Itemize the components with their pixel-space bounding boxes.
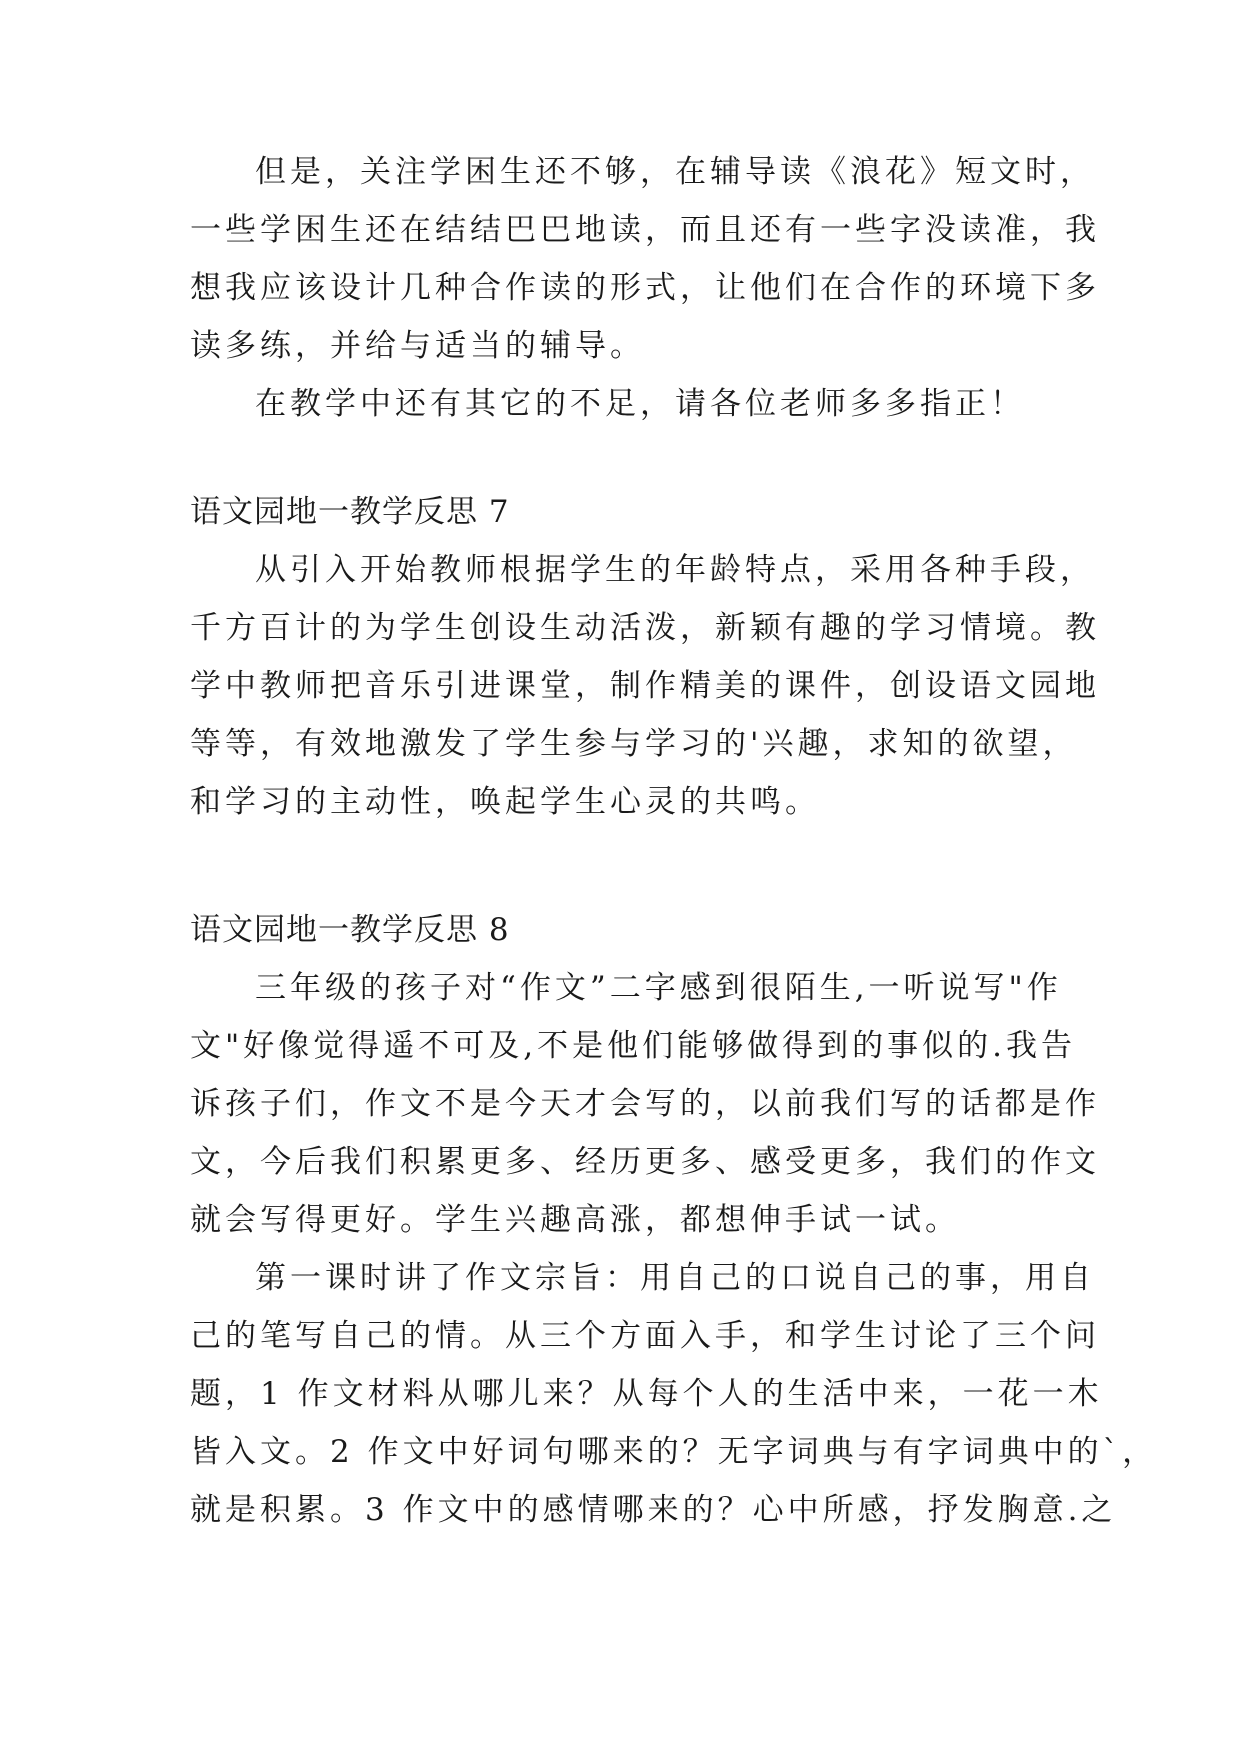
paragraph-line: 千方百计的为学生创设生动活泼，新颖有趣的学习情境。教 xyxy=(190,610,1100,646)
paragraph-line: 文"好像觉得遥不可及,不是他们能够做得到的事似的.我告 xyxy=(190,1028,1076,1064)
paragraph-line: 文，今后我们积累更多、经历更多、感受更多，我们的作文 xyxy=(190,1144,1100,1180)
paragraph-line: 但是，关注学困生还不够，在辅导读《浪花》短文时， xyxy=(255,154,1095,190)
paragraph-line: 诉孩子们，作文不是今天才会写的，以前我们写的话都是作 xyxy=(190,1086,1100,1122)
paragraph-line: 己的笔写自己的情。从三个方面入手，和学生讨论了三个问 xyxy=(190,1318,1100,1354)
paragraph-line: 学中教师把音乐引进课堂，制作精美的课件，创设语文园地 xyxy=(190,668,1100,704)
paragraph-line: 三年级的孩子对“作文”二字感到很陌生,一听说写"作 xyxy=(255,970,1062,1006)
paragraph-line: 题，1 作文材料从哪儿来？从每个人的生活中来，一花一木 xyxy=(190,1376,1103,1412)
paragraph-line: 就会写得更好。学生兴趣高涨，都想伸手试一试。 xyxy=(190,1202,960,1238)
paragraph-line: 第一课时讲了作文宗旨：用自己的口说自己的事，用自 xyxy=(255,1260,1095,1296)
section-heading: 语文园地一教学反思 8 xyxy=(190,912,510,948)
paragraph-line: 一些学困生还在结结巴巴地读，而且还有一些字没读准，我 xyxy=(190,212,1100,248)
paragraph-line: 皆入文。2 作文中好词句哪来的？无字词典与有字词典中的`， xyxy=(190,1434,1158,1470)
paragraph-line: 从引入开始教师根据学生的年龄特点，采用各种手段， xyxy=(255,552,1095,588)
paragraph-line: 和学习的主动性，唤起学生心灵的共鸣。 xyxy=(190,784,820,820)
paragraph-line: 读多练，并给与适当的辅导。 xyxy=(190,328,645,364)
paragraph-line: 就是积累。3 作文中的感情哪来的？心中所感，抒发胸意.之 xyxy=(190,1492,1117,1528)
paragraph-line: 等等，有效地激发了学生参与学习的'兴趣，求知的欲望， xyxy=(190,726,1078,762)
section-heading: 语文园地一教学反思 7 xyxy=(190,494,510,530)
paragraph-line: 在教学中还有其它的不足，请各位老师多多指正！ xyxy=(255,386,1025,422)
paragraph-line: 想我应该设计几种合作读的形式，让他们在合作的环境下多 xyxy=(190,270,1100,306)
